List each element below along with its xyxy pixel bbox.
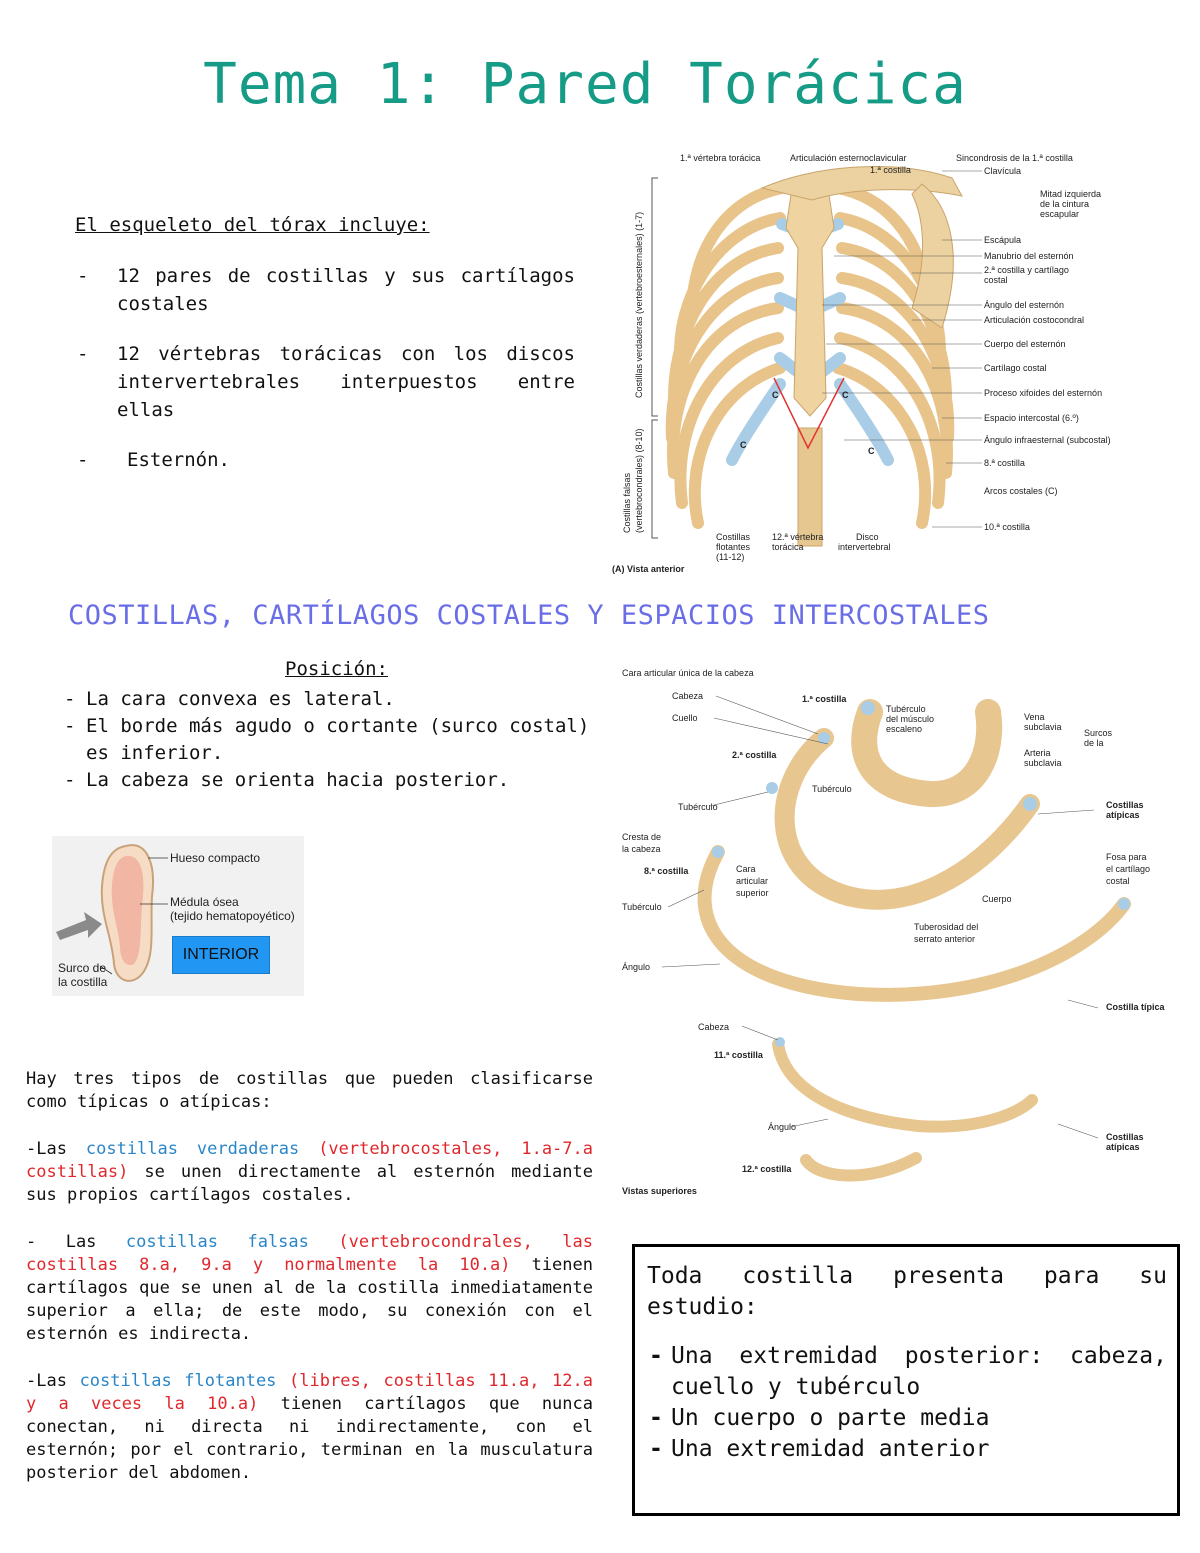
rib-label: Ángulo bbox=[768, 1122, 797, 1132]
list-item: - La cara convexa es lateral. bbox=[62, 686, 622, 713]
right-label: 2.ª costilla y cartílago bbox=[984, 265, 1069, 275]
term-true-ribs: costillas verdaderas bbox=[85, 1139, 300, 1159]
rib-label: Fosa para bbox=[1106, 852, 1147, 862]
rib-label: Tuberosidad del bbox=[914, 922, 979, 932]
rib-label: Tubérculo bbox=[812, 784, 852, 794]
term-detail: (libres, costillas 11.a, 12.a y a veces la 10.a) bbox=[26, 1371, 593, 1414]
interior-badge: INTERIOR bbox=[172, 936, 270, 974]
false-ribs-label-2: (vertebrocondrales) (8-10) bbox=[634, 428, 644, 533]
bottom-label: flotantes bbox=[716, 542, 751, 552]
rib-label: Cabeza bbox=[698, 1022, 730, 1032]
right-label: de la cintura bbox=[1040, 199, 1090, 209]
rib-label: 2.ª costilla bbox=[732, 750, 777, 760]
label-costal-groove-2: la costilla bbox=[58, 975, 108, 989]
term-floating-ribs: costillas flotantes bbox=[79, 1371, 277, 1391]
para-lead: -Las bbox=[26, 1371, 80, 1391]
rib-label: de la bbox=[1084, 738, 1104, 748]
para-lead: -Las bbox=[26, 1139, 86, 1159]
right-label: Proceso xifoides del esternón bbox=[984, 388, 1103, 398]
rib-label: 8.ª costilla bbox=[644, 866, 689, 876]
arch-mark: C bbox=[772, 390, 779, 400]
right-label: Espacio intercostal (6.º) bbox=[984, 413, 1079, 423]
list-item: - Una extremidad anterior bbox=[647, 1434, 1167, 1465]
right-label: Cuerpo del esternón bbox=[984, 339, 1066, 349]
rib-label: Arteria bbox=[1024, 748, 1051, 758]
types-intro: Hay tres tipos de costillas que pueden clasificarse como típicas o atípicas: bbox=[26, 1069, 593, 1112]
rib-label: atípicas bbox=[1106, 810, 1140, 820]
list-item: - Esternón. bbox=[75, 446, 575, 474]
list-item: - Un cuerpo o parte media bbox=[647, 1403, 1167, 1434]
right-label: Arcos costales (C) bbox=[984, 486, 1058, 496]
rib-label: costal bbox=[1106, 876, 1130, 886]
types-paragraph-true bbox=[26, 1138, 593, 1207]
para-lead: - Las bbox=[26, 1232, 126, 1252]
list-item: - El borde más agudo o cortante (surco costal) es inferior. bbox=[62, 713, 622, 767]
bottom-label: Disco bbox=[856, 532, 879, 542]
figure-caption: (A) Vista anterior bbox=[612, 564, 685, 574]
rib-label: Cara articular única de la cabeza bbox=[622, 668, 754, 678]
rib-label: superior bbox=[736, 888, 769, 898]
position-heading: Posición: bbox=[285, 658, 388, 680]
rib-label: Costillas bbox=[1106, 1132, 1144, 1142]
bottom-label: torácica bbox=[772, 542, 804, 552]
true-ribs-label: Costillas verdaderas (vertebroesternales) (1-7) bbox=[634, 211, 644, 398]
rib-label: Tubérculo bbox=[886, 704, 926, 714]
thorax-anterior-figure bbox=[612, 148, 1140, 578]
list-item: - La cabeza se orienta hacia posterior. bbox=[62, 767, 622, 794]
para-rest: se unen directamente al esternón mediante sus propios cartílagos costales. bbox=[26, 1162, 593, 1205]
rib-label: el cartílago bbox=[1106, 864, 1151, 874]
label-hematopoietic: (tejido hematopoyético) bbox=[170, 909, 295, 923]
label-costal-groove: Surco de bbox=[58, 961, 107, 975]
label-synchondrosis: Sincondrosis de la 1.ª costilla bbox=[956, 153, 1073, 163]
rib-label: 11.ª costilla bbox=[714, 1050, 763, 1060]
section-title: COSTILLAS, CARTÍLAGOS COSTALES Y ESPACIOS INTERCOSTALES bbox=[68, 600, 990, 631]
rib-label: Cabeza bbox=[672, 691, 704, 701]
rib-label: escaleno bbox=[886, 724, 923, 734]
right-label: Ángulo infraesternal (subcostal) bbox=[984, 435, 1111, 445]
label-bone-marrow: Médula ósea bbox=[170, 895, 239, 909]
bottom-label: (11-12) bbox=[716, 552, 745, 562]
term-detail: (vertebrocondrales, las costillas 8.a, 9.a y normalmente la 10.a) bbox=[26, 1232, 593, 1275]
right-label: Mitad izquierda bbox=[1040, 189, 1102, 199]
summary-box bbox=[632, 1244, 1180, 1516]
label-first-thoracic-vertebra: 1.ª vértebra torácica bbox=[680, 153, 761, 163]
term-detail: (vertebrocostales, 1.a-7.a costillas) bbox=[26, 1139, 593, 1182]
bottom-label: Costillas bbox=[716, 532, 751, 542]
label-compact-bone: Hueso compacto bbox=[170, 851, 261, 865]
rib-label: Vena bbox=[1024, 712, 1045, 722]
bottom-label: intervertebral bbox=[838, 542, 891, 552]
label-sternoclavicular-joint: Articulación esternoclavicular bbox=[790, 153, 907, 163]
label-first-rib: 1.ª costilla bbox=[870, 165, 911, 175]
summary-list bbox=[647, 1341, 1167, 1465]
right-label: Clavícula bbox=[984, 166, 1022, 176]
rib-label: 1.ª costilla bbox=[802, 694, 847, 704]
rib-label: atípicas bbox=[1106, 1142, 1140, 1152]
rib-label: articular bbox=[736, 876, 769, 886]
types-paragraph-floating bbox=[26, 1370, 593, 1485]
rib-label: serrato anterior bbox=[914, 934, 976, 944]
right-label: Manubrio del esternón bbox=[984, 251, 1074, 261]
arch-mark: C bbox=[842, 390, 849, 400]
ribs-superior-view-figure bbox=[618, 664, 1165, 1202]
right-label: escapular bbox=[1040, 209, 1080, 219]
page-title: Tema 1: Pared Torácica bbox=[203, 52, 967, 117]
list-item: - 12 pares de costillas y sus cartílagos costales bbox=[75, 262, 575, 318]
intro-heading: El esqueleto del tórax incluye: bbox=[75, 214, 430, 236]
para-rest: tienen cartílagos que se unen al de la costilla inmediatamente superior a ella; de este modo, su conexión con el esternón es indirecta. bbox=[26, 1255, 593, 1344]
rib-label: la cabeza bbox=[622, 844, 661, 854]
term-false-ribs: costillas falsas bbox=[125, 1232, 309, 1252]
rib-label: Cresta de bbox=[622, 832, 662, 842]
right-label: costal bbox=[984, 275, 1008, 285]
rib-label: Cuerpo bbox=[982, 894, 1012, 904]
list-item: - 12 vértebras torácicas con los discos intervertebrales interpuestos entre ellas bbox=[75, 340, 575, 424]
rib-label: Surcos bbox=[1084, 728, 1113, 738]
right-label: 10.ª costilla bbox=[984, 522, 1030, 532]
arch-mark: C bbox=[740, 440, 747, 450]
intro-list bbox=[75, 262, 575, 496]
right-label: Articulación costocondral bbox=[984, 315, 1085, 325]
para-rest: tienen cartílagos que nunca conectan, ni directa ni indirectamente, con el esternón; por el contrario, terminan en la musculatura posterior del abdomen. bbox=[26, 1394, 593, 1483]
rib-label: Cara bbox=[736, 864, 756, 874]
figure-caption: Vistas superiores bbox=[622, 1186, 697, 1196]
right-label: Ángulo del esternón bbox=[984, 300, 1065, 310]
types-paragraph-false bbox=[26, 1231, 593, 1346]
rib-label: subclavia bbox=[1024, 758, 1062, 768]
false-ribs-label: Costillas falsas bbox=[622, 472, 632, 533]
summary-heading: Toda costilla presenta para su estudio: bbox=[647, 1263, 1167, 1320]
rib-label: Tubérculo bbox=[678, 802, 718, 812]
position-list bbox=[62, 686, 622, 794]
rib-label: del músculo bbox=[886, 714, 935, 724]
list-item: - Una extremidad posterior: cabeza, cuello y tubérculo bbox=[647, 1341, 1167, 1403]
right-label: Cartílago costal bbox=[984, 363, 1047, 373]
rib-label: Ángulo bbox=[622, 962, 651, 972]
rib-label: Tubérculo bbox=[622, 902, 662, 912]
right-label: 8.ª costilla bbox=[984, 458, 1025, 468]
bottom-label: 12.ª vértebra bbox=[772, 532, 824, 542]
rib-label: Cuello bbox=[672, 713, 698, 723]
rib-types-text bbox=[26, 1068, 593, 1509]
rib-label: Costillas bbox=[1106, 800, 1144, 810]
rib-label: subclavia bbox=[1024, 722, 1062, 732]
rib-label: Costilla típica bbox=[1106, 1002, 1165, 1012]
rib-label: 12.ª costilla bbox=[742, 1164, 792, 1174]
right-label: Escápula bbox=[984, 235, 1022, 245]
arch-mark: C bbox=[868, 446, 875, 456]
